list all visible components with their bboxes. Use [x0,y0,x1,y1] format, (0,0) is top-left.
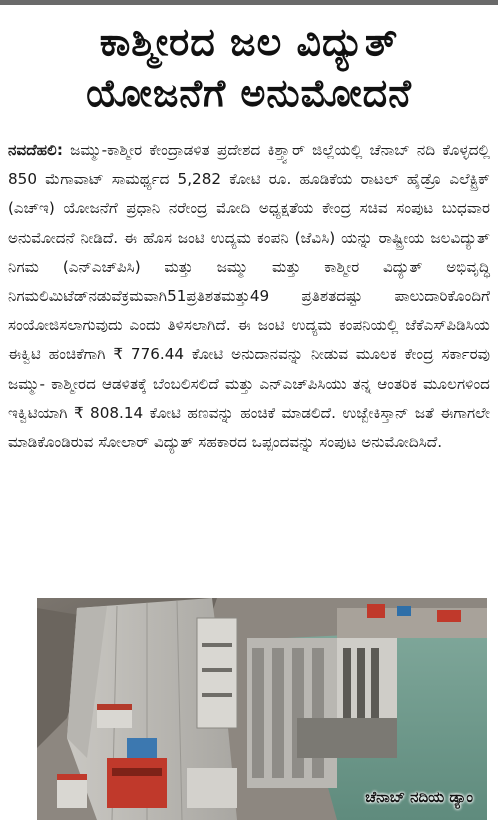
headline [10,18,488,120]
photo-caption: ಚೆನಾಬ್ ನದಿಯ ಡ್ಯಾಂ [365,788,473,806]
article-text: ಜಮ್ಮು-ಕಾಶ್ಮೀರ ಕೇಂದ್ರಾಡಳಿತ ಪ್ರದೇಶದ ಕಿಶ್ತ್ವಾರ್ ಜಿಲ್ಲೆಯಲ್ಲಿ ಚೆನಾಬ್ ನದಿ ಕೊಳ್ಳದಲ್ಲಿ 850 ಮೆಗಾವಾಟ್ ಸಾಮರ್ಥ್ಯದ 5,282 ಕೋಟಿ ರೂ. ಹೂಡಿಕೆಯ ರಾಟಲ್ ಹೈಡ್ರೊ ಎಲೆಕ್ಟ್ರಿಕ್ (ಎಚ್‌ಇ) ಯೋಜನೆಗೆ ಪ್ರಧಾನಿ ನರೇಂದ್ರ ಮೋದಿ ಅಧ್ಯಕ್ಷತೆಯ ಕೇಂದ್ರ ಸಚಿವ ಸಂಪುಟ ಬುಧವಾರ ಅನುಮೋದನೆ ನೀಡಿದೆ. ಈ ಹೊಸ ಜಂಟಿ ಉದ್ಯಮ ಕಂಪನಿ (ಜೆವಿಸಿ) ಯನ್ನು ರಾಷ್ಟ್ರೀಯ ಜಲವಿದ್ಯುತ್ ನಿಗಮ (ಎನ್‌ಎಚ್‌ಪಿಸಿ) ಮತ್ತು ಜಮ್ಮು ಮತ್ತು ಕಾಶ್ಮೀರ ವಿದ್ಯುತ್ ಅಭಿವೃದ್ಧಿ ನಿಗಮಲಿಮಿಟೆಡ್‌ನಡುವೆಕ್ರಮವಾಗಿ51ಪ್ರತಿಶತಮತ್ತು49 ಪ್ರತಿಶತದಷ್ಟು ಪಾಲುದಾರಿಕೊಂದಿಗೆ ಸಂಯೋಜಿಸಲಾಗುವುದು ಎಂದು ತಿಳಿಸಲಾಗಿದೆ. ಈ ಜಂಟಿ ಉದ್ಯಮ ಕಂಪನಿಯಲ್ಲಿ ಜೆಕೆಎಸ್‌ಪಿಡಿಸಿಯ ಈಕ್ವಿಟಿ ಹಂಚಿಕೆಗಾಗಿ ₹ 776.44 ಕೋಟಿ ಅನುದಾನವನ್ನು ನೀಡುವ ಮೂಲಕ ಕೇಂದ್ರ ಸರ್ಕಾರವು ಜಮ್ಮು- ಕಾಶ್ಮೀರದ ಆಡಳಿತಕ್ಕೆ ಬೆಂಬಲಿಸಲಿದೆ ಮತ್ತು ಎನ್‌ಎಚ್‌ಪಿಸಿಯು ತನ್ನ ಆಂತರಿಕ ಮೂಲಗಳಿಂದ ಇಕ್ವಿಟಿಯಾಗಿ ₹ 808.14 ಕೋಟಿ ಹಣವನ್ನು ಹಂಚಿಕೆ ಮಾಡಲಿದೆ. ಉಜ್ಬೇಕಿಸ್ತಾನ್ ಜತೆ ಈಗಾಗಲೇ ಮಾಡಿಕೊಂಡಿರುವ ಸೋಲಾರ್ ವಿದ್ಯುತ್ ಸಹಕಾರದ ಒಪ್ಪಂದವನ್ನು ಸಂಪುಟ ಅನುಮೋದಿಸಿದೆ. [8,141,490,452]
headline-line-1: ಕಾಶ್ಮೀರದ ಜಲ ವಿದ್ಯುತ್ [99,20,399,64]
article-body [8,136,490,457]
headline-line-2: ಯೋಜನೆಗೆ ಅನುಮೋದನೆ [86,71,412,115]
dam-photo [37,598,487,820]
dam-illustration [37,598,487,820]
dateline: ನವದೆಹಲಿ: [8,141,63,159]
top-rule [0,0,498,5]
